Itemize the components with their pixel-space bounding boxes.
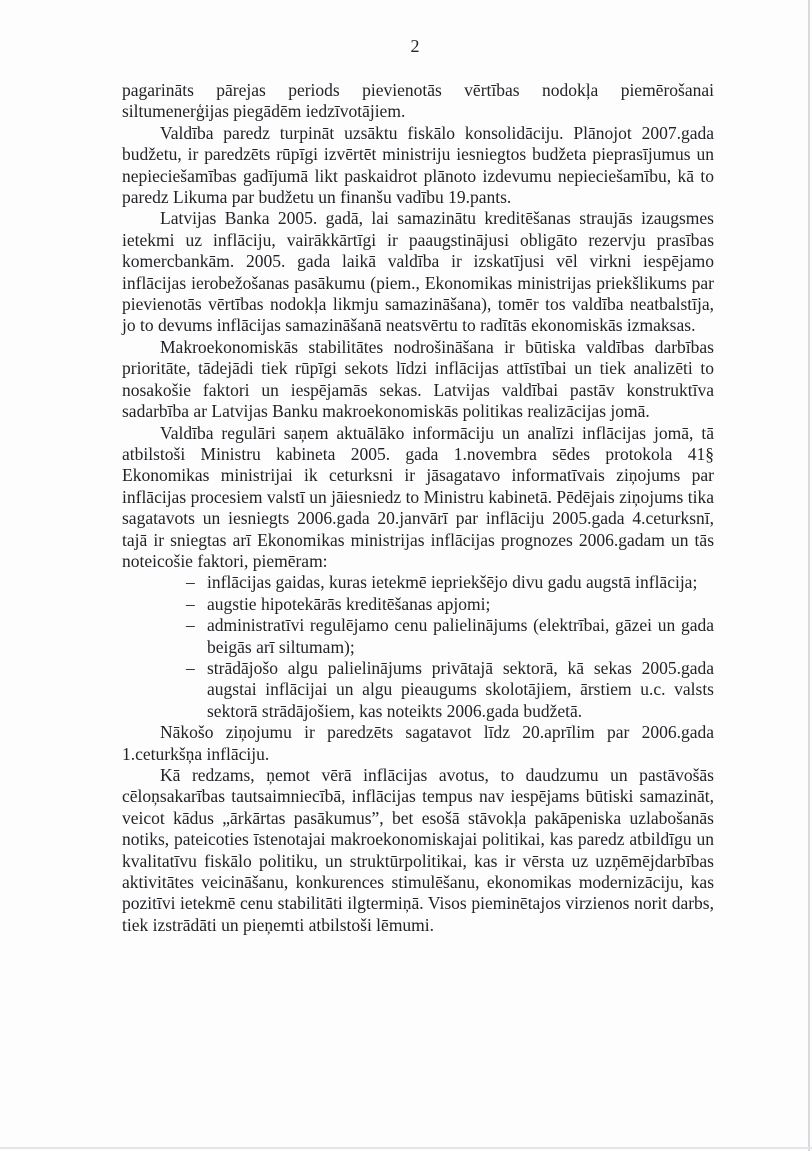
dash-bullet-icon: – [186,572,195,593]
paragraph: Valdība regulāri saņem aktuālāko informāciju un analīzi inflācijas jomā, tā atbilstoši Ministru kabineta 2005. gada 1.novembra sēdes protokola 41§ Ekonomikas ministrijai ik ceturksni ir jāsagatavo informatīvais ziņojums par inflācijas procesiem valstī un jāiesniedz to Ministru kabinetā. Pēdējais ziņojums tika sagatavots un iesniegts 2006.gada 20.janvārī par inflāciju 2005.gada 4.ceturksnī, tajā ir sniegtas arī Ekonomikas ministrijas inflācijas prognozes 2006.gadam un tās noteicošie faktori, piemēram: [122,422,714,571]
paragraph-continued: pagarināts pārejas periods pievienotās vērtības nodokļa piemērošanai siltumenerģijas piegādēm iedzīvotājiem. [122,80,714,122]
scan-edge-artifact-bottom [0,1147,812,1149]
list-item-text: augstie hipotekārās kreditēšanas apjomi; [207,593,491,614]
paragraph: Valdība paredz turpināt uzsāktu fiskālo konsolidāciju. Plānojot 2007.gada budžetu, ir paredzēts rūpīgi izvērtēt ministriju iesniegtos budžeta pieprasījumus un nepieciešamības gadījumā likt paskaidrot plānoto izdevumu nepieciešamību, kā to paredz Likuma par budžetu un finanšu vadību 19.pants. [122,122,714,208]
paragraph: Kā redzams, ņemot vērā inflācijas avotus, to daudzumu un pastāvošās cēloņsakarības tautsaimniecībā, inflācijas tempus nav iespējams būtiski samazināt, veicot kādus „ārkārtas pasākumus”, bet esošā stāvokļa pakāpeniska uzlabošanās notiks, pateicoties īstenotajai makroekonomiskajai politikai, kas paredz atbildīgu un kvalitatīvu fiskālo politiku, un struktūrpolitikai, kas ir vērsta uz uzņēmējdarbības aktivitātes veicināšanu, konkurences stimulēšanu, ekonomikas modernizāciju, kas pozitīvi ietekmē cenu stabilitāti ilgtermiņā. Visos pieminētajos virzienos norit darbs, tiek izstrādāti un pieņemti atbilstoši lēmumi. [122,765,714,935]
page-number: 2 [410,36,420,56]
list-item [122,572,714,593]
list-item [122,658,714,722]
dash-bullet-icon: – [186,593,195,614]
dash-bullet-icon: – [186,657,195,678]
paragraph: Nākošo ziņojumu ir paredzēts sagatavot līdz 20.aprīlim par 2006.gada 1.ceturkšņa inflāciju. [122,722,714,764]
list-item-text: inflācijas gaidas, kuras ietekmē iepriekšējo divu gadu augstā inflācija; [207,572,698,593]
list-item [122,594,714,615]
dash-bullet-icon: – [186,615,195,636]
list-item-text: strādājošo algu palielinājums privātajā sektorā, kā sekas 2005.gada augstai inflācijai un algu pieaugums skolotājiem, ārstiem u.c. valsts sektorā strādājošiem, kas noteikts 2006.gada budžetā. [207,657,714,721]
paragraph: Latvijas Banka 2005. gadā, lai samazinātu kreditēšanas straujās izaugsmes ietekmi uz inflāciju, vairākkārtīgi ir paaugstinājusi obligāto rezervju prasības komercbankām. 2005. gada laikā valdība ir izskatījusi vēl virkni iespējamo inflācijas ierobežošanas pasākumu (piem., Ekonomikas ministrijas priekšlikums par pievienotās vērtības nodokļa likmju samazināšana), tomēr tos valdība neatbalstīja, jo to devums inflācijas samazināšanā neatsvērtu to radītās ekonomiskās izmaksas. [122,208,714,336]
list-item-text: administratīvi regulējamo cenu palielinājums (elektrībai, gāzei un gada beigās arī siltumam); [207,615,714,657]
document-body [122,80,714,936]
scan-edge-artifact-right [808,0,810,1151]
paragraph: Makroekonomiskās stabilitātes nodrošināšana ir būtiska valdības darbības prioritāte, tādejādi tiek rūpīgi sekots līdzi inflācijas attīstībai un tiek analizēti to nosakošie faktori un iespējamās sekas. Latvijas valdībai pastāv konstruktīva sadarbība ar Latvijas Banku makroekonomiskās politikas realizācijas jomā. [122,336,714,422]
inflation-factors-list [122,572,714,722]
list-item [122,615,714,658]
